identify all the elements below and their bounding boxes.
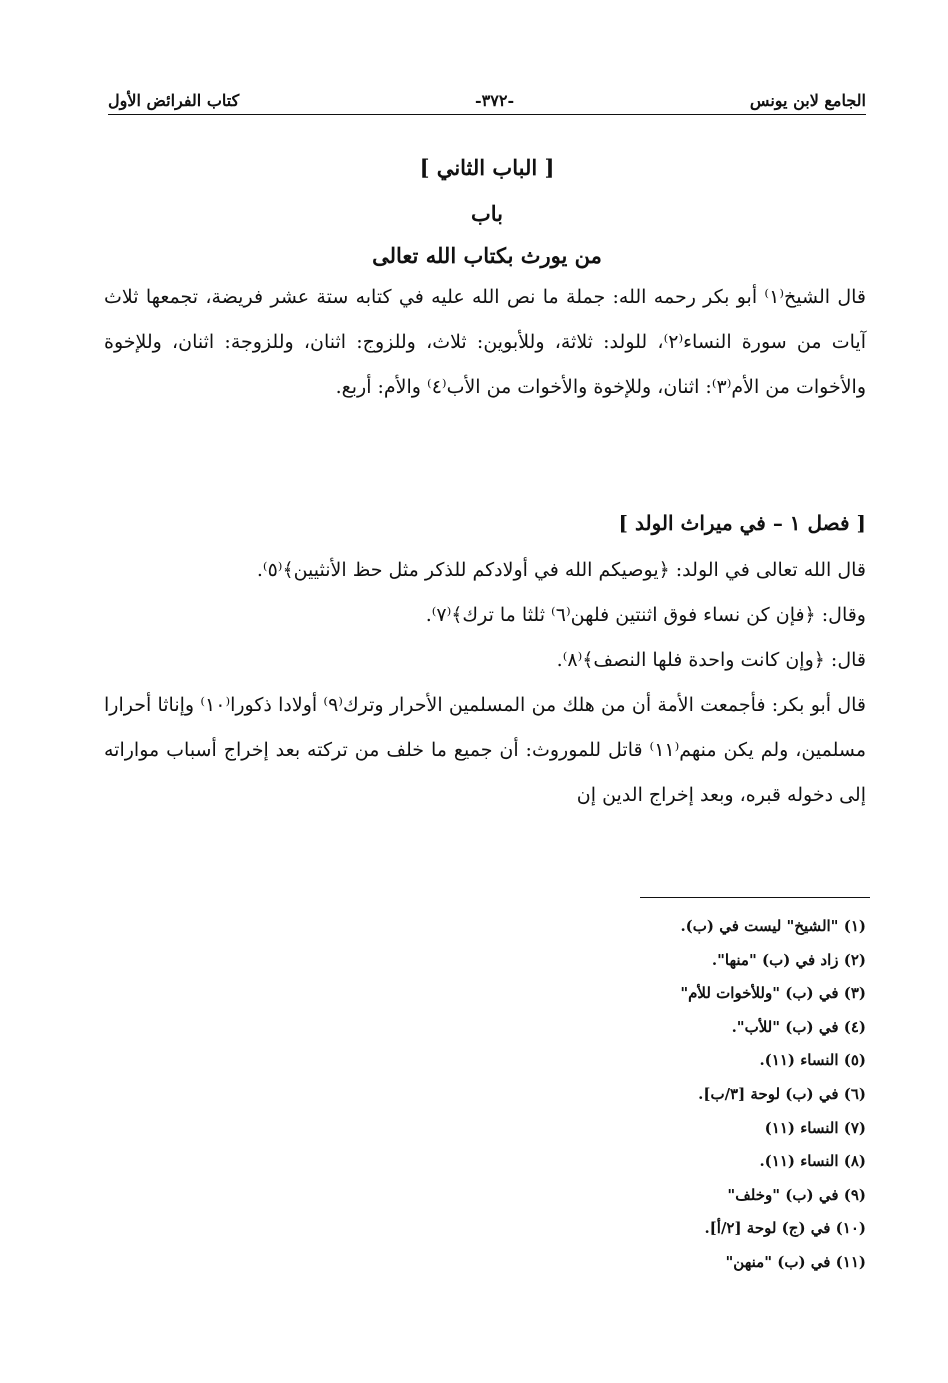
- footnote: (٢) زاد في (ب) "منها".: [711, 950, 866, 969]
- header-chapter-title: كتاب الفرائض الأول: [108, 91, 240, 110]
- verse-line: قال الله تعالى في الولد: ﴿يوصيكم الله في أولادكم للذكر مثل حظ الأنثيين﴾⁽٥⁾.: [256, 559, 866, 581]
- verse-line: وقال: ﴿فإن كن نساء فوق اثنتين فلهن⁽٦⁾ ثلثا ما ترك﴾⁽٧⁾.: [425, 604, 866, 626]
- section-body: [104, 548, 866, 818]
- footnote: (٤) في (ب) "للأب".: [731, 1017, 866, 1036]
- intro-paragraph: [104, 275, 866, 410]
- footnote: (٥) النساء (١١).: [759, 1051, 866, 1070]
- header-rule: [108, 114, 866, 115]
- footnote-rule: [640, 897, 870, 898]
- running-header: [108, 86, 866, 112]
- chapter-heading: [ الباب الثاني ]: [419, 155, 555, 180]
- verse-line: قال: ﴿وإن كانت واحدة فلها النصف﴾⁽٨⁾.: [556, 649, 866, 671]
- footnote: (١٠) في (ج) لوحة [٢/أ].: [704, 1219, 866, 1238]
- footnote: (٨) النساء (١١).: [759, 1152, 866, 1171]
- footnote: (١١) في (ب) "منهن": [725, 1252, 866, 1271]
- header-book-title: الجامع لابن يونس: [749, 91, 866, 110]
- section-paragraph: قال أبو بكر: فأجمعت الأمة أن من هلك من المسلمين الأحرار وترك⁽٩⁾ أولادا ذكورا⁽١٠⁾ وإناثا أحرارا مسلمين، ولم يكن منهم⁽١١⁾ قاتل للموروث: أن جميع ما خلف من تركته بعد إخراج أسباب مواراته إلى دخوله قبره، وبعد إخراج الدين إن: [104, 694, 866, 806]
- footnote: (١) "الشيخ" ليست في (ب).: [680, 917, 866, 935]
- intro-text: قال الشيخ⁽١⁾ أبو بكر رحمه الله: جملة ما نص الله عليه في كتابه ستة عشر فريضة، تجمعها ثلاث آيات من سورة النساء⁽٢⁾، للولد: ثلاثة، وللأبوين: ثلاث، وللزوج: اثنان، وللزوجة: اثنان، وللإخوة والأخوات من الأم⁽٣⁾: اثنان، وللإخوة والأخوات من الأب⁽٤⁾ والأم: أربع.: [104, 286, 866, 398]
- footnote: (٣) في (ب) "وللأخوات للأم": [680, 984, 866, 1003]
- chapter-title: من يورث بكتاب الله تعالى: [372, 243, 602, 268]
- section-heading: [ فصل ١ – في ميراث الولد ]: [618, 511, 866, 535]
- footnote: (٧) النساء (١١): [764, 1118, 866, 1137]
- footnote: (٦) في (ب) لوحة [٣/ب].: [698, 1084, 866, 1103]
- page-number: -٣٧٢-: [475, 91, 515, 110]
- bab-heading: باب: [470, 201, 503, 226]
- footnotes: [104, 910, 866, 1280]
- footnote: (٩) في (ب) "وخلف": [727, 1185, 866, 1204]
